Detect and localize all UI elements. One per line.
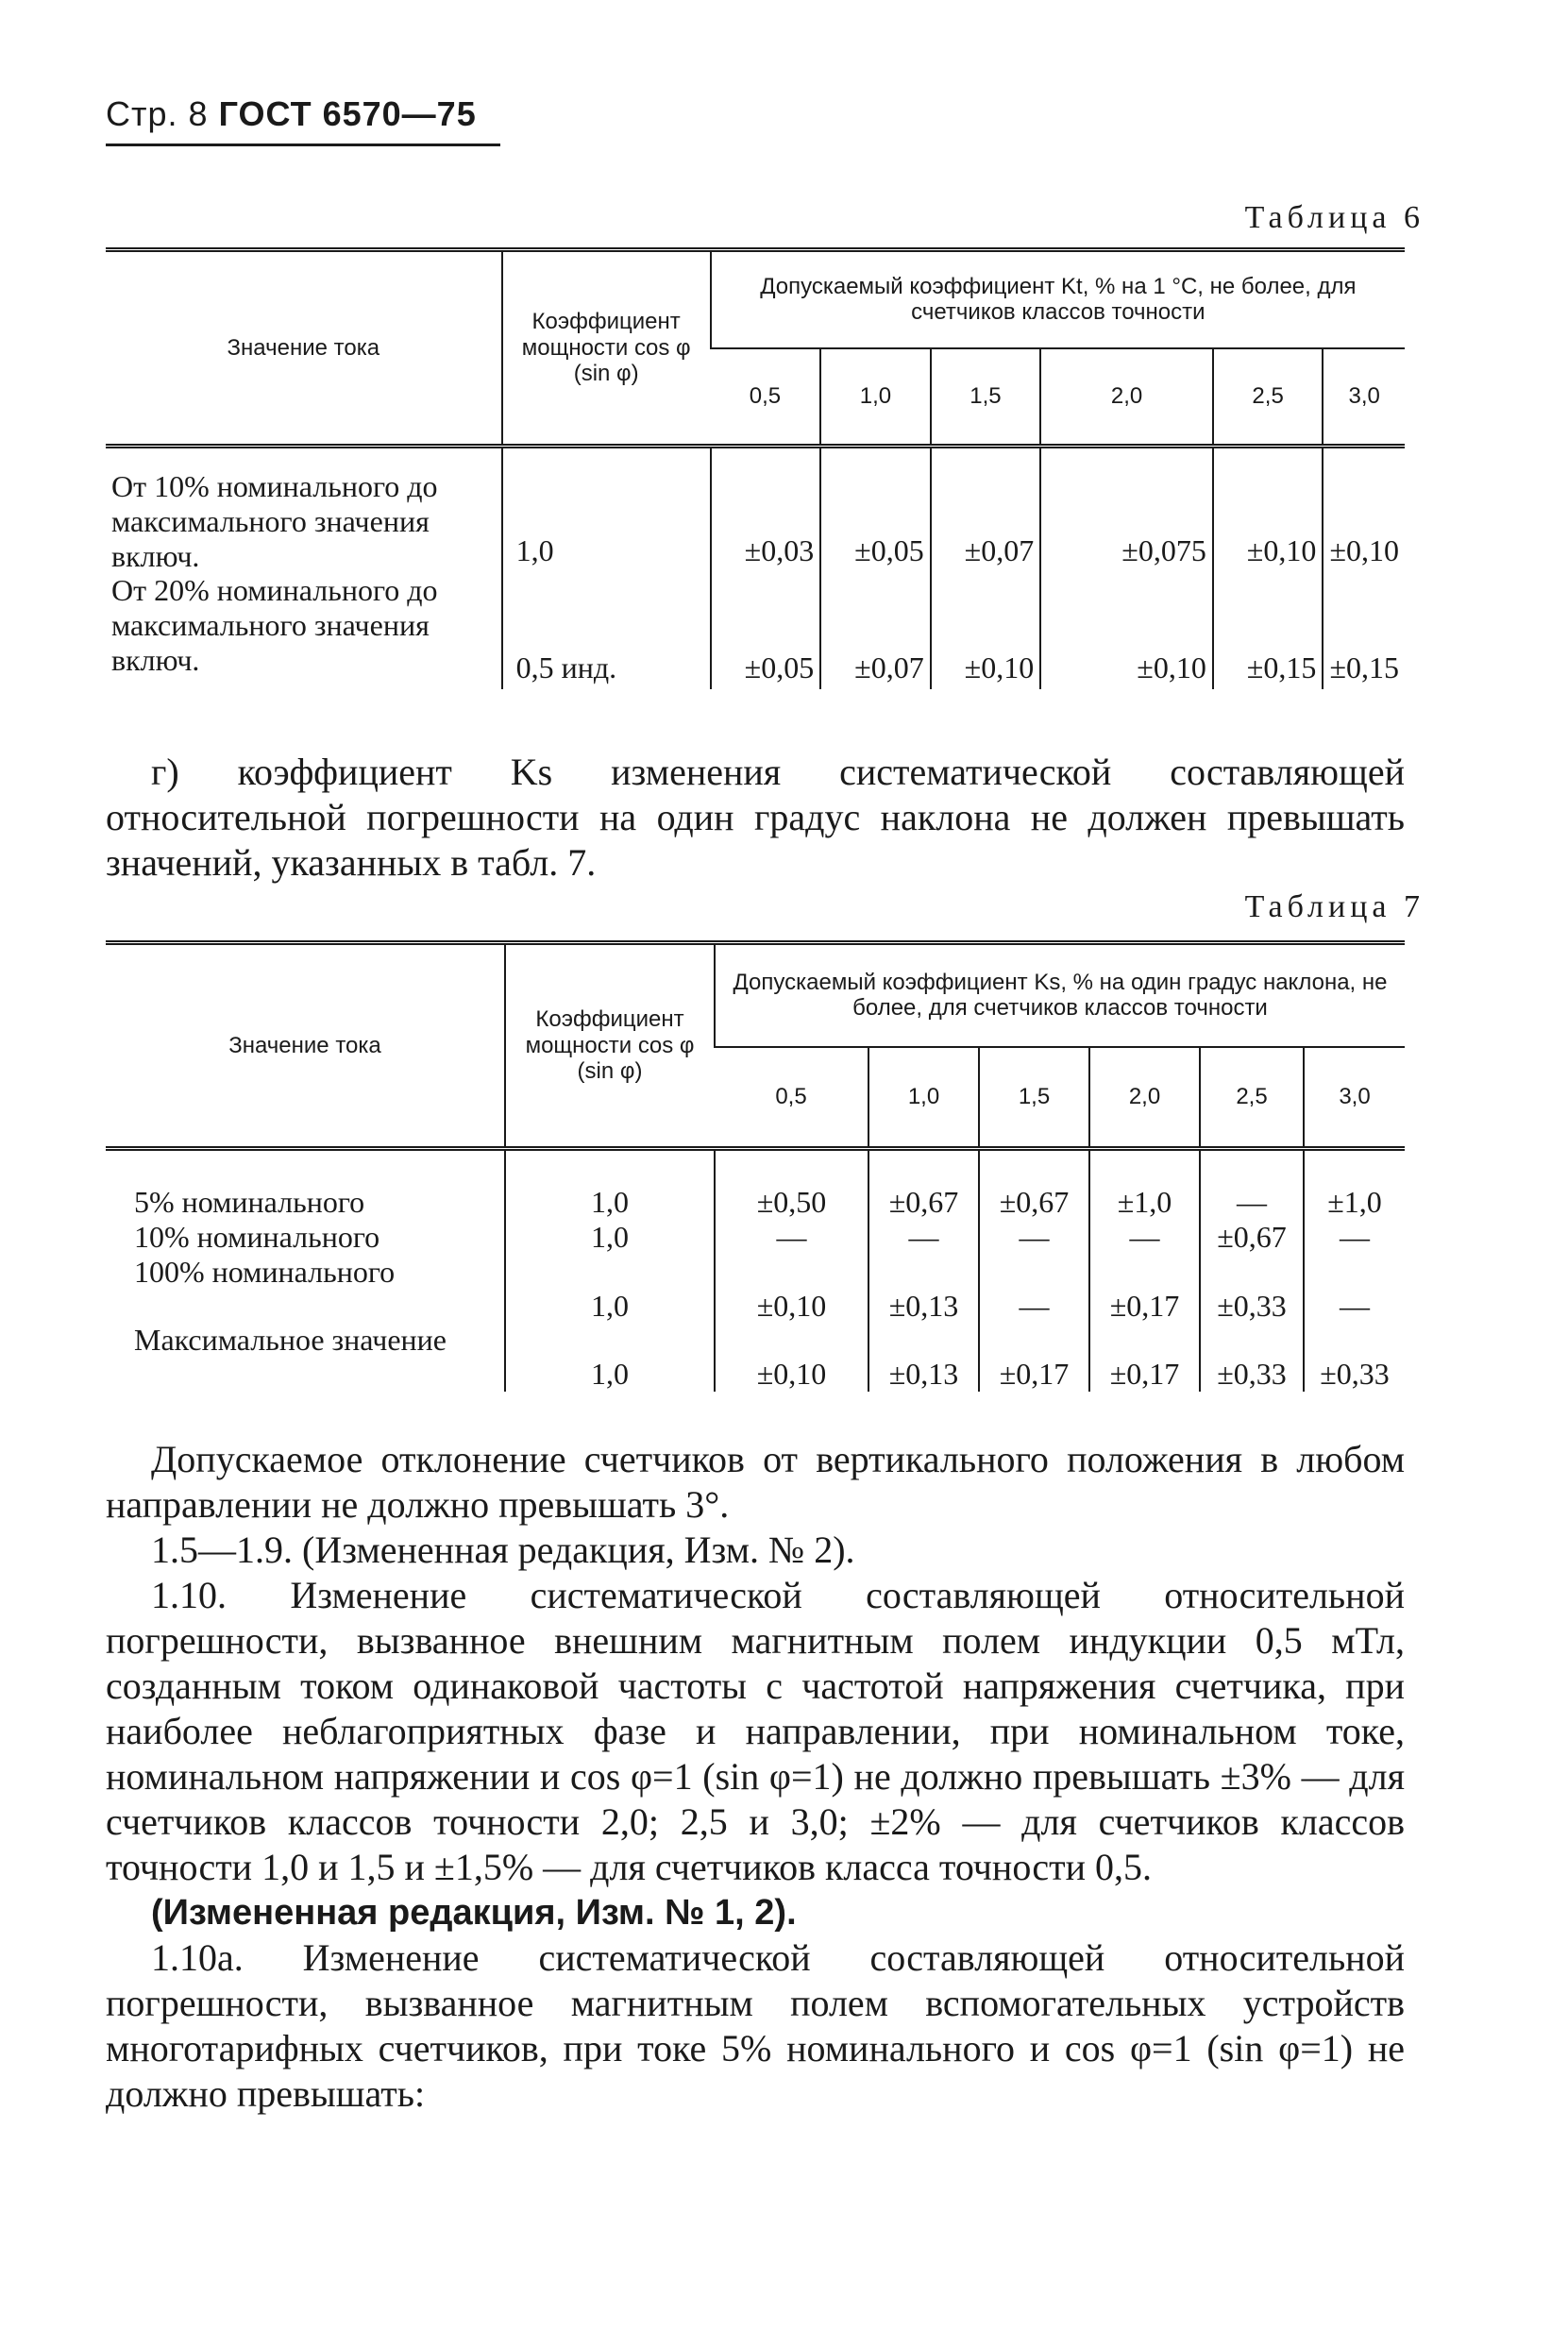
table6-class: 1,5 [931, 348, 1041, 447]
table6-header-current: Значение тока [106, 250, 502, 447]
table7-value: ±0,10 [715, 1323, 868, 1392]
table7-value: ±0,33 [1200, 1323, 1304, 1392]
table7-caption: Таблица 7 [1244, 889, 1425, 924]
table7-class: 2,0 [1089, 1047, 1200, 1149]
table7-pf: 1,0 [505, 1149, 715, 1220]
table6-header-pf: Коэффициент мощности cos φ (sin φ) [502, 250, 711, 447]
table7-value: ±0,17 [1089, 1323, 1200, 1392]
table7-class: 2,5 [1200, 1047, 1304, 1149]
paragraph-1-5: 1.5—1.9. (Измененная редакция, Изм. № 2). [151, 1529, 855, 1571]
table7-value: — [1089, 1220, 1200, 1255]
table7-value: — [1304, 1220, 1405, 1255]
paragraph-g [106, 750, 1405, 886]
table7-header-current: Значение тока [106, 943, 505, 1149]
table7-row [106, 1220, 1405, 1255]
table6-class: 2,5 [1213, 348, 1324, 447]
table6-value: ±0,05 [711, 573, 821, 688]
table7-value: ±0,17 [1089, 1255, 1200, 1324]
paragraph-g-text: г) коэффициент Ks изменения систематической составляющей относительной погрешности на один градус наклона не должен превышать значений, указанных в табл. 7. [106, 751, 1405, 884]
table7-value: ±0,17 [979, 1323, 1089, 1392]
table7-row [106, 1255, 1405, 1324]
table7-value: — [715, 1220, 868, 1255]
table7-current: Максимальное значение [134, 1323, 447, 1358]
table6-header-group: Допускаемый коэффициент Kt, % на 1 °С, не более, для счетчиков классов точности [711, 250, 1405, 348]
table6-pf: 1,0 [502, 447, 711, 574]
table6-class: 0,5 [711, 348, 821, 447]
table6-class: 2,0 [1040, 348, 1213, 447]
table6-value: ±0,10 [931, 573, 1041, 688]
table7-value: — [979, 1220, 1089, 1255]
paragraph-1-10-edit: (Измененная редакция, Изм. № 1, 2). [151, 1893, 797, 1933]
table6-class: 3,0 [1323, 348, 1405, 447]
table7-value: ±0,10 [715, 1255, 868, 1324]
table7-header-pf: Коэффициент мощности cos φ (sin φ) [505, 943, 715, 1149]
table6-value: ±0,10 [1213, 447, 1324, 574]
table6-value: ±0,07 [820, 573, 931, 688]
table7-pf: 1,0 [505, 1220, 715, 1255]
table7-value: ±0,50 [715, 1149, 868, 1220]
paragraph-tilt: Допускаемое отклонение счетчиков от вертикального положения в любом направлении не должно превышать 3°. [106, 1438, 1405, 1526]
table6-value: ±0,15 [1323, 573, 1405, 688]
table7-pf: 1,0 [505, 1323, 715, 1392]
table6-value: ±0,05 [820, 447, 931, 574]
table7-class: 1,0 [868, 1047, 979, 1149]
main-text [106, 1437, 1405, 2117]
table7-value: ±0,67 [979, 1149, 1089, 1220]
table7-value: ±0,13 [868, 1323, 979, 1392]
table7-row [106, 1323, 1405, 1392]
paragraph-1-10: 1.10. Изменение систематической составляющей относительной погрешности, вызванное внешним магнитным полем индукции 0,5 мТл, созданным током одинаковой частоты с частотой напряжения счетчика, при наиболее неблагоприятных фазе и направлении, при номинальном токе, номинальном напряжении и cos φ=1 (sin φ=1) не должно превышать ±3% — для счетчиков классов точности 2,0; 2,5 и 3,0; ±2% — для счетчиков классов точности 1,0 и 1,5 и ±1,5% — для счетчиков класса точности 0,5. [106, 1574, 1405, 1888]
table7-current: 100% номинального [134, 1254, 396, 1289]
header-rule [106, 144, 500, 146]
table6-row [106, 447, 1405, 574]
table6-row [106, 573, 1405, 688]
table6-value: ±0,10 [1323, 447, 1405, 574]
paragraph-1-10a: 1.10а. Изменение систематической составляющей относительной погрешности, вызванное магнитным полем вспомогательных устройств многотарифных счетчиков, при токе 5% номинального и cos φ=1 (sin φ=1) не должно превышать: [106, 1936, 1405, 2115]
table7-value: ±1,0 [1089, 1149, 1200, 1220]
table6-current: От 20% номинального до максимального значения включ. [111, 573, 438, 677]
table7-value: ±0,33 [1200, 1255, 1304, 1324]
table7-value: — [1200, 1149, 1304, 1220]
table7-class: 3,0 [1304, 1047, 1405, 1149]
table6-pf: 0,5 инд. [502, 573, 711, 688]
table7-class: 0,5 [715, 1047, 868, 1149]
table6-caption: Таблица 6 [1244, 200, 1425, 235]
table6-value: ±0,10 [1040, 573, 1213, 688]
table6-value: ±0,15 [1213, 573, 1324, 688]
table6-current: От 10% номинального до максимального значения включ. [111, 469, 438, 573]
table7-value: ±1,0 [1304, 1149, 1405, 1220]
table7-value: ±0,67 [868, 1149, 979, 1220]
table7-class: 1,5 [979, 1047, 1089, 1149]
table7-current: 10% номинального [134, 1219, 380, 1254]
table7 [106, 940, 1405, 1392]
table7-value: — [1304, 1255, 1405, 1324]
table7-header-group: Допускаемый коэффициент Ks, % на один градус наклона, не более, для счетчиков классов точности [715, 943, 1405, 1047]
table7-current: 5% номинального [134, 1185, 365, 1219]
table6-value: ±0,03 [711, 447, 821, 574]
table6-value: ±0,075 [1040, 447, 1213, 574]
table7-row [106, 1149, 1405, 1220]
table7-value: ±0,33 [1304, 1323, 1405, 1392]
table7-value: — [979, 1255, 1089, 1324]
standard-code: ГОСТ 6570—75 [218, 94, 477, 133]
table7-value: ±0,67 [1200, 1220, 1304, 1255]
page-header [106, 94, 477, 134]
table7-pf: 1,0 [505, 1255, 715, 1324]
page-number: Стр. 8 [106, 94, 209, 133]
table6-class: 1,0 [820, 348, 931, 447]
table7-value: ±0,13 [868, 1255, 979, 1324]
table6 [106, 247, 1405, 689]
table7-value: — [868, 1220, 979, 1255]
table6-value: ±0,07 [931, 447, 1041, 574]
